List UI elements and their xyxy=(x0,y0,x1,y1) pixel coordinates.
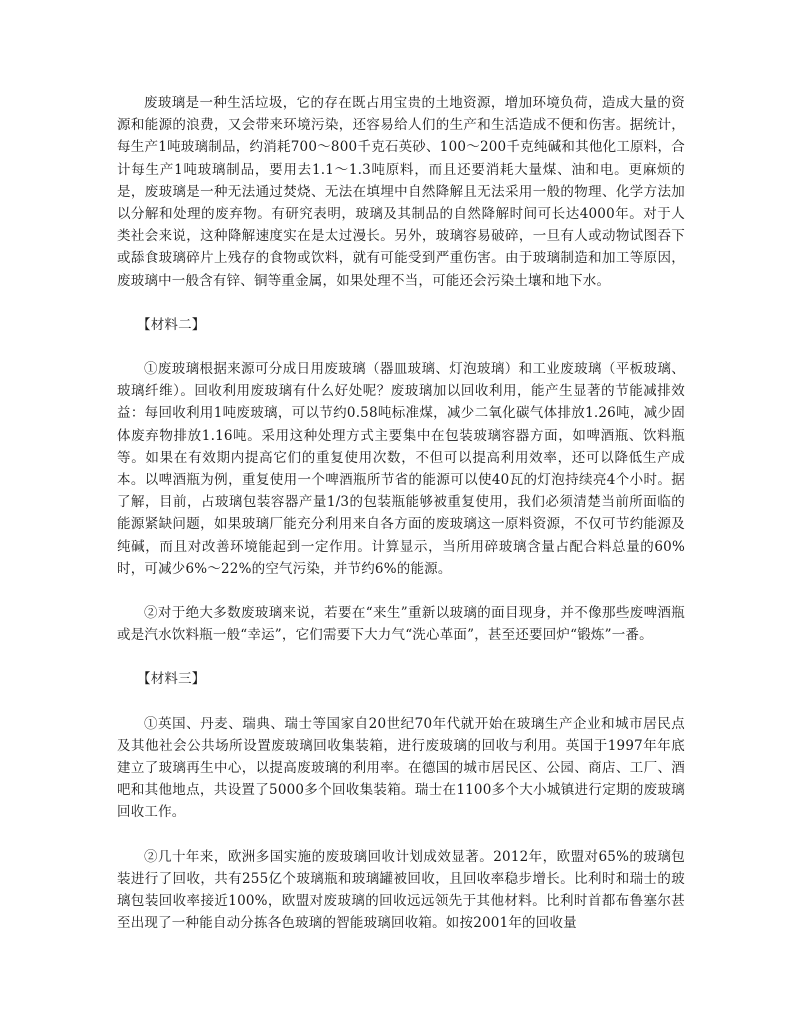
material3-paragraph-2: ②几十年来，欧洲多国实施的废玻璃回收计划成效显著。2012年，欧盟对65%的玻璃包装进行了回收，共有255亿个玻璃瓶和玻璃罐被回收，且回收率稳步增长。比利时和瑞士的玻璃包装回收率接近100%，欧盟对废玻璃的回收远远领先于其他材料。比利时首都布鲁塞尔甚至出现了一种能自动分拣各色玻璃的智能玻璃回收箱。如按2001年的回收量 xyxy=(117,848,685,932)
document-body xyxy=(117,92,685,935)
paragraph-spacer xyxy=(117,646,685,668)
material2-paragraph-2: ②对于绝大多数废玻璃来说，若要在“来生”重新以玻璃的面目现身，并不像那些废啤酒瓶或是汽水饮料瓶一般“幸运”，它们需要下大力气“洗心革面”，甚至还要回炉“锻炼”一番。 xyxy=(117,605,685,644)
paragraph-spacer xyxy=(117,824,685,846)
material2-paragraph-1: ①废玻璃根据来源可分成日用废玻璃（器皿玻璃、灯泡玻璃）和工业废玻璃（平板玻璃、玻璃纤维）。回收利用废玻璃有什么好处呢？废玻璃加以回收利用，能产生显著的节能减排效益：每回收利用1吨废玻璃，可以节约0.58吨标准煤，减少二氧化碳气体排放1.26吨，减少固体废弃物排放1.16吨。采用这种处理方式主要集中在包装玻璃容器方面，如啤酒瓶、饮料瓶等。如果在有效期内提高它们的重复使用次数，不但可以提高利用效率，还可以降低生产成本。以啤酒瓶为例，重复使用一个啤酒瓶所节省的能源可以使40瓦的灯泡持续亮4个小时。据了解，目前，占玻璃包装容器产量1/3的包装瓶能够被重复使用，我们必须清楚当前所面临的能源紧缺问题，如果玻璃厂能充分利用来自各方面的废玻璃这一原料资源，不仅可节约能源及纯碱，而且对改善环境能起到一定作用。计算显示，当所用碎玻璃含量占配合料总量的60%时，可减少6%～22%的空气污染，并节约6%的能源。 xyxy=(117,361,685,577)
paragraph-spacer xyxy=(117,292,685,314)
paragraph-spacer xyxy=(117,580,685,602)
paragraph-spacer xyxy=(117,336,685,358)
material3-paragraph-1: ①英国、丹麦、瑞典、瑞士等国家自20世纪70年代就开始在玻璃生产企业和城市居民点及其他社会公共场所设置废玻璃回收集装箱，进行废玻璃的回收与利用。英国于1997年年底建立了玻璃再生中心，以提高废玻璃的利用率。在德国的城市居民区、公园、商店、工厂、酒吧和其他地点，共设置了5000多个回收集装箱。瑞士在1100多个大小城镇进行定期的废玻璃回收工作。 xyxy=(117,715,685,821)
material2-heading: 【材料二】 xyxy=(137,316,206,333)
paragraph-spacer xyxy=(117,691,685,713)
material3-heading: 【材料三】 xyxy=(137,671,206,688)
intro-paragraph: 废玻璃是一种生活垃圾，它的存在既占用宝贵的土地资源，增加环境负荷，造成大量的资源和能源的浪费，又会带来环境污染，还容易给人们的生产和生活造成不便和伤害。据统计，每生产1吨玻璃制品，约消耗700～800千克石英砂、100～200千克纯碱和其他化工原料，合计每生产1吨玻璃制品，要用去1.1～1.3吨原料，而且还要消耗大量煤、油和电。更麻烦的是，废玻璃是一种无法通过焚烧、无法在填埋中自然降解且无法采用一般的物理、化学方法加以分解和处理的废弃物。有研究表明，玻璃及其制品的自然降解时间可长达4000年。对于人类社会来说，这种降解速度实在是太过漫长。另外，玻璃容易破碎，一旦有人或动物试图吞下或舔食玻璃碎片上残存的食物或饮料，就有可能受到严重伤害。由于玻璃制造和加工等原因，废玻璃中一般含有锌、铜等重金属，如果处理不当，可能还会污染土壤和地下水。 xyxy=(117,95,685,289)
